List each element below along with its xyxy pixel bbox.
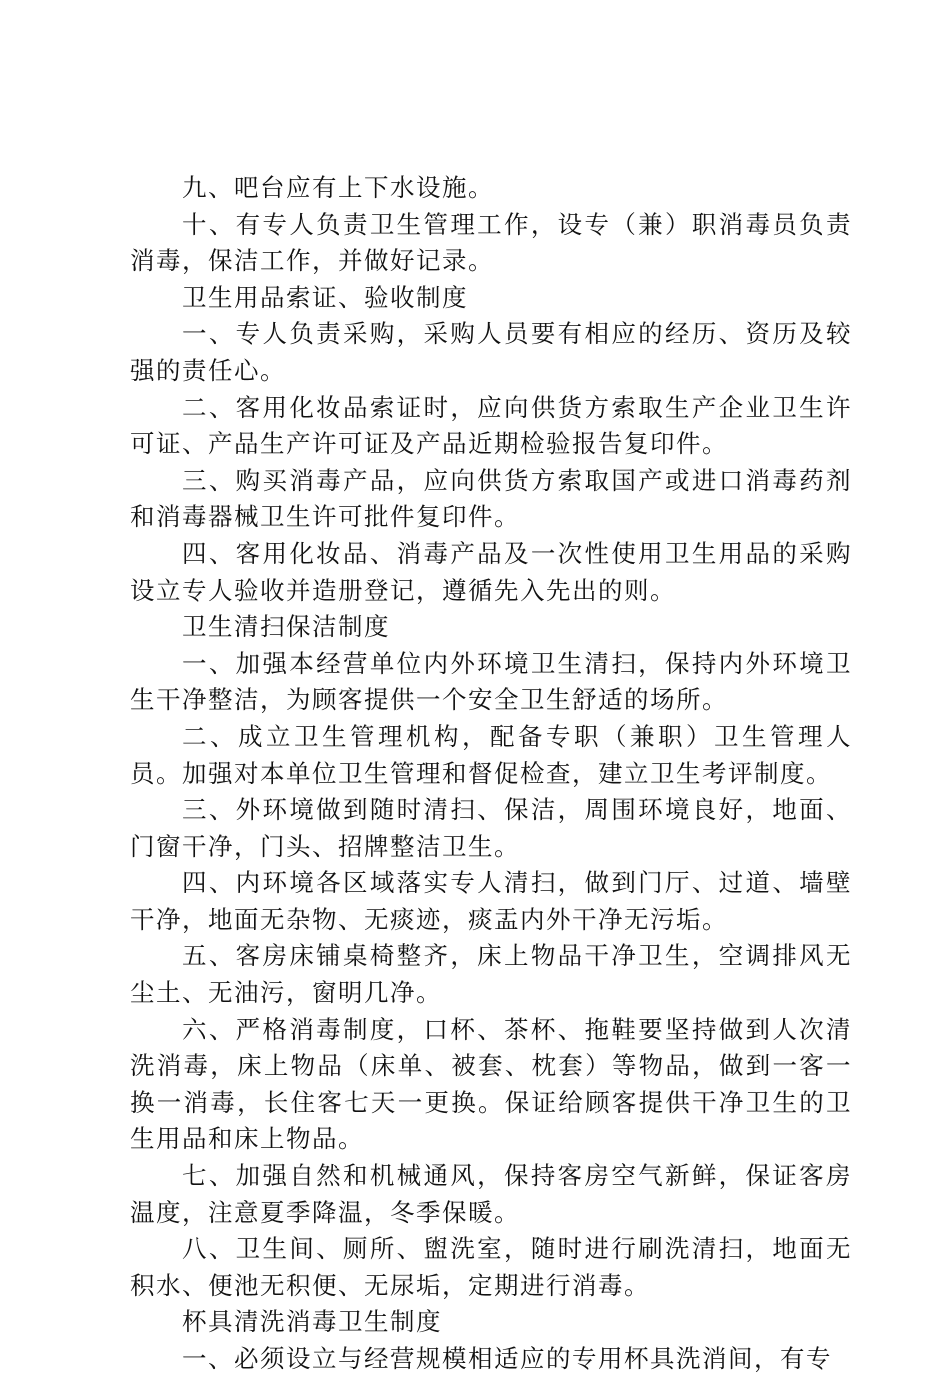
section-heading-cleaning: 卫生清扫保洁制度 <box>182 612 390 642</box>
paragraph-item-1-purchasing: 一、专人负责采购，采购人员要有相应的经历、资历及较强的责任心。 <box>130 319 852 385</box>
document-body <box>130 170 852 1378</box>
section-heading-supplies: 卫生用品索证、验收制度 <box>182 282 468 312</box>
paragraph-item-3-outdoor: 三、外环境做到随时清扫、保洁，周围环境良好，地面、门窗干净，门头、招牌整洁卫生。 <box>130 795 852 861</box>
paragraph-item-1-environment: 一、加强本经营单位内外环境卫生清扫，保持内外环境卫生干净整洁，为顾客提供一个安全卫生舒适的场所。 <box>130 648 852 715</box>
paragraph-item-6-disinfection: 六、严格消毒制度，口杯、茶杯、拖鞋要坚持做到人次清洗消毒，床上物品（床单、被套、枕套）等物品，做到一客一换一消毒，长住客七天一更换。保证给顾客提供干净卫生的卫生用品和床上物品。 <box>130 1014 852 1154</box>
section-heading-cups: 杯具清洗消毒卫生制度 <box>182 1307 442 1337</box>
paragraph-item-10-staff: 十、有专人负责卫生管理工作，设专（兼）职消毒员负责消毒，保洁工作，并做好记录。 <box>130 209 852 276</box>
paragraph-item-5-rooms: 五、客房床铺桌椅整齐，床上物品干净卫生，空调排风无尘土、无油污，窗明几净。 <box>130 941 852 1008</box>
paragraph-item-1-cup-room: 一、必须设立与经营规模相适应的专用杯具洗消间，有专 <box>182 1344 832 1373</box>
paragraph-item-8-washrooms: 八、卫生间、厕所、盥洗室，随时进行刷洗清扫，地面无积水、便池无积便、无尿垢，定期进行消毒。 <box>130 1234 852 1300</box>
paragraph-item-9-bar: 九、吧台应有上下水设施。 <box>182 173 494 202</box>
paragraph-item-2-cosmetics: 二、客用化妆品索证时，应向供货方索取生产企业卫生许可证、产品生产许可证及产品近期检验报告复印件。 <box>130 392 852 459</box>
paragraph-item-4-indoor: 四、内环境各区域落实专人清扫，做到门厅、过道、墙壁干净，地面无杂物、无痰迹，痰盂内外干净无污垢。 <box>130 868 852 934</box>
paragraph-item-3-disinfection-products: 三、购买消毒产品，应向供货方索取国产或进口消毒药剂和消毒器械卫生许可批件复印件。 <box>130 465 852 532</box>
paragraph-item-4-acceptance: 四、客用化妆品、消毒产品及一次性使用卫生用品的采购设立专人验收并造册登记，遵循先入先出的则。 <box>130 538 852 605</box>
paragraph-item-2-management: 二、成立卫生管理机构，配备专职（兼职）卫生管理人员。加强对本单位卫生管理和督促检查，建立卫生考评制度。 <box>130 721 852 788</box>
paragraph-item-7-ventilation: 七、加强自然和机械通风，保持客房空气新鲜，保证客房温度，注意夏季降温，冬季保暖。 <box>130 1161 852 1227</box>
